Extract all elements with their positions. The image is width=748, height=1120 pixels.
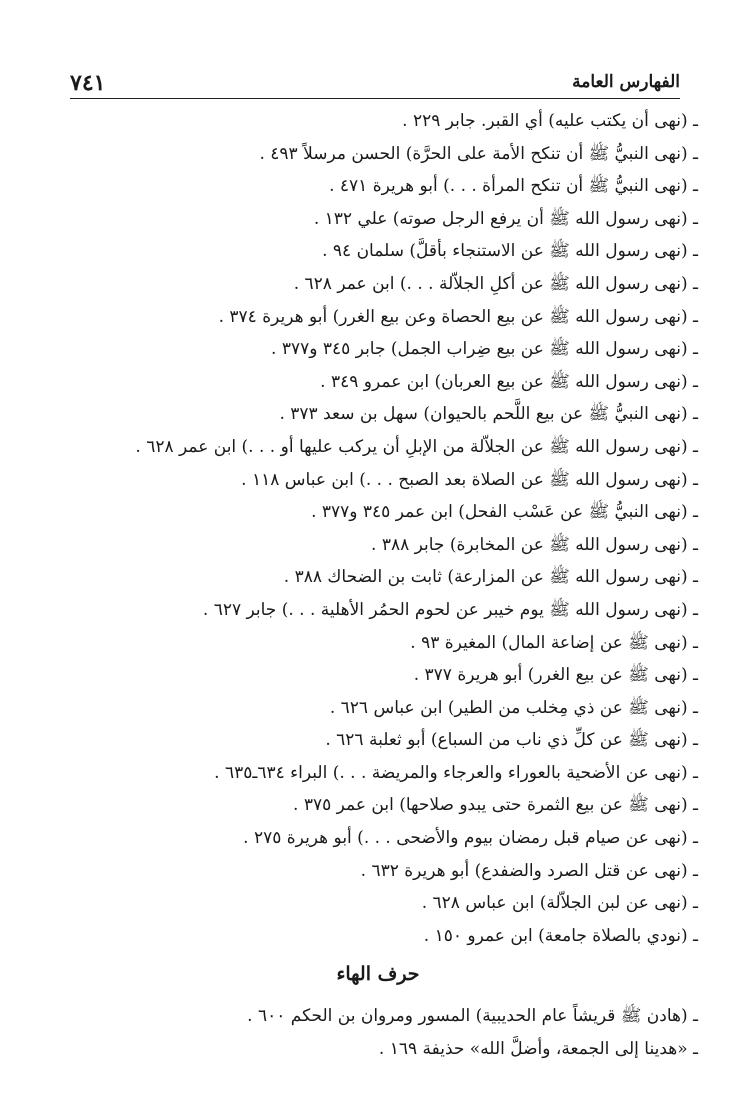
index-entry: ـ (نهى رسول الله ﷺ عن المخابرة) جابر ٣٨٨ . xyxy=(371,534,698,555)
index-entry: ـ (نهى ﷺ عن ذي مِخلب من الطير) ابن عباس ٦٢٦ . xyxy=(329,697,698,718)
index-entry: ـ (نهى رسول الله ﷺ عن الاستنجاء بأقلَّ) سلمان ٩٤ . xyxy=(322,241,698,262)
index-entry: ـ (نهى ﷺ عن بيع الغرر) أبو هريرة ٣٧٧ . xyxy=(413,665,698,686)
index-entry: ـ (نهى رسول الله ﷺ عن بيع الحصاة وعن بيع الغرر) أبو هريرة ٣٧٤ . xyxy=(218,306,698,327)
index-entry: ـ (نهى النبيُّ ﷺ عن بيع اللَّحم بالحيوان) سهل بن سعد ٣٧٣ . xyxy=(279,404,698,425)
page-header xyxy=(70,62,680,99)
index-entry: ـ (نودي بالصلاة جامعة) ابن عمرو ١٥٠ . xyxy=(423,925,698,946)
index-entry: ـ (نهى النبيُّ ﷺ أن تنكح الأمة على الحرَّة) الحسن مرسلاً ٤٩٣ . xyxy=(259,143,698,164)
index-entry: ـ (نهى ﷺ عن بيع الثمرة حتى يبدو صلاحها) ابن عمر ٣٧٥ . xyxy=(293,795,698,816)
index-entry: ـ (نهى أن يكتب عليه) أي القبر. جابر ٢٢٩ . xyxy=(402,111,698,131)
running-title: الفهارس العامة xyxy=(572,72,680,92)
index-entries xyxy=(58,105,698,952)
index-entry: ـ (نهى عن الأضحية بالعوراء والعرجاء والمريضة . . .) البراء ٦٣٤ـ٦٣٥ . xyxy=(214,762,698,783)
index-entry: ـ (نهى ﷺ عن إضاعة المال) المغيرة ٩٣ . xyxy=(410,632,698,653)
index-entry: ـ (نهى النبيُّ ﷺ عن عَسْب الفحل) ابن عمر ٣٤٥ و٣٧٧ . xyxy=(311,502,698,523)
index-entry: ـ (نهى رسول الله ﷺ يوم خيبر عن لحوم الحمُر الأهلية . . .) جابر ٦٢٧ . xyxy=(202,599,698,620)
section-heading: حرف الهاء xyxy=(336,963,420,985)
index-entry: ـ (نهى عن لبن الجلاّلة) ابن عباس ٦٢٨ . xyxy=(421,893,698,914)
index-entry: ـ (نهى رسول الله ﷺ عن الجلاّلة من الإبلِ أن يركب عليها أو . . .) ابن عمر ٦٢٨ . xyxy=(135,436,698,457)
index-entry: ـ (نهى رسول الله ﷺ عن بيع العربان) ابن عمرو ٣٤٩ . xyxy=(320,371,698,392)
index-entry: ـ (نهى رسول الله ﷺ عن بيع ضِراب الجمل) جابر ٣٤٥ و٣٧٧ . xyxy=(271,339,698,360)
index-entry: ـ (نهى رسول الله ﷺ عن المزارعة) ثابت بن الضحاك ٣٨٨ . xyxy=(283,567,698,588)
index-entry: ـ (نهى عن صيام قبل رمضان بيوم والأضحى . . .) أبو هريرة ٢٧٥ . xyxy=(243,828,698,849)
index-entry: ـ (نهى رسول الله ﷺ أن يرفع الرجل صوته) علي ١٣٢ . xyxy=(313,208,698,229)
index-entry: ـ (هادن ﷺ قريشاً عام الحديبية) المسور ومروان بن الحكم ٦٠٠ . xyxy=(247,1006,698,1026)
index-entry: ـ (نهى النبيُّ ﷺ أن تنكح المرأة . . .) أبو هريرة ٤٧١ . xyxy=(329,176,698,197)
index-entry: ـ «هدينا إلى الجمعة، وأضلَّ الله» حذيفة ١٦٩ . xyxy=(378,1038,698,1059)
index-entry: ـ (نهى ﷺ عن كلِّ ذي ناب من السباع) أبو ثعلبة ٦٢٦ . xyxy=(325,730,698,751)
index-entry: ـ (نهى رسول الله ﷺ عن أكلِ الجلاّلة . . .) ابن عمر ٦٢٨ . xyxy=(293,273,698,294)
index-entries-ha xyxy=(58,1000,698,1065)
index-entry: ـ (نهى رسول الله ﷺ عن الصلاة بعد الصبح . . .) ابن عباس ١١٨ . xyxy=(241,469,698,490)
index-entry: ـ (نهى عن قتل الصرد والضفدع) أبو هريرة ٦٣٢ . xyxy=(360,860,698,881)
page-number: ٧٤١ xyxy=(70,70,106,96)
